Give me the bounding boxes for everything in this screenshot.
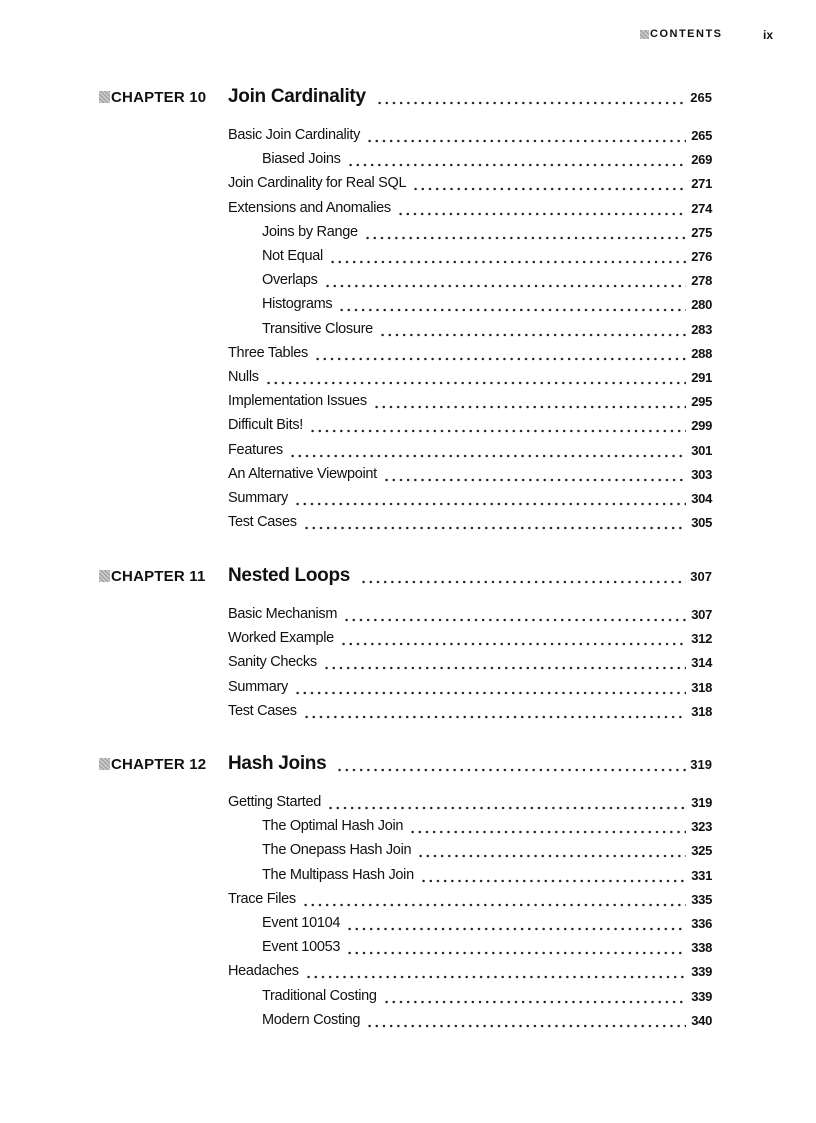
toc-entry[interactable] (228, 677, 712, 697)
entry-title[interactable]: Basic Mechanism (228, 606, 338, 622)
dot-leader (289, 440, 686, 460)
dot-leader (336, 754, 686, 774)
dot-leader (324, 270, 686, 290)
toc-entry[interactable] (228, 488, 712, 508)
entry-title[interactable]: Biased Joins (262, 151, 341, 167)
entry-page-number[interactable]: 319 (691, 794, 712, 810)
entry-page-number[interactable]: 275 (691, 224, 712, 240)
entry-page-number[interactable]: 339 (691, 988, 712, 1004)
dot-leader (265, 367, 686, 387)
entry-title[interactable]: Worked Example (228, 630, 334, 646)
entry-title[interactable]: The Onepass Hash Join (262, 842, 412, 858)
page-number: ix (762, 28, 773, 42)
dot-leader (383, 464, 686, 484)
entry-page-number[interactable]: 283 (691, 321, 712, 337)
entry-title[interactable]: Event 10104 (262, 915, 341, 931)
entry-page-number[interactable]: 335 (691, 891, 712, 907)
dot-leader (309, 415, 686, 435)
entry-page-number[interactable]: 278 (691, 272, 712, 288)
chapter-page-number[interactable]: 265 (690, 89, 712, 105)
toc-entry[interactable] (228, 512, 712, 532)
toc-entry[interactable] (228, 440, 712, 460)
dot-leader (412, 173, 686, 193)
section-label (640, 28, 723, 40)
chapter-label (99, 753, 206, 775)
chapter-number: CHAPTER 11 (111, 567, 206, 585)
chapter-label (99, 86, 206, 108)
entry-page-number[interactable]: 304 (691, 490, 712, 506)
toc-entry[interactable] (228, 792, 712, 812)
entry-title[interactable]: Traditional Costing (262, 988, 377, 1004)
entry-page-number[interactable]: 331 (691, 867, 712, 883)
entry-title[interactable]: Extensions and Anomalies (228, 200, 391, 216)
entry-title[interactable]: Modern Costing (262, 1012, 361, 1028)
entry-page-number[interactable]: 291 (691, 369, 712, 385)
toc-subentry[interactable] (262, 1010, 712, 1030)
toc-entry[interactable] (228, 125, 712, 145)
entry-page-number[interactable]: 339 (691, 963, 712, 979)
dot-leader (302, 889, 686, 909)
entry-page-number[interactable]: 301 (691, 442, 712, 458)
entry-title[interactable]: Difficult Bits! (228, 417, 304, 433)
gray-square-icon (99, 758, 110, 770)
toc-entry[interactable] (228, 604, 712, 624)
dot-leader (294, 488, 686, 508)
toc-subentry[interactable] (262, 222, 712, 242)
entry-page-number[interactable]: 295 (691, 393, 712, 409)
entry-page-number[interactable]: 323 (691, 818, 712, 834)
entry-title[interactable]: Overlaps (262, 272, 318, 288)
dot-leader (303, 701, 686, 721)
toc-entry[interactable] (228, 173, 712, 193)
dot-leader (327, 792, 686, 812)
dot-leader (420, 865, 686, 885)
entry-page-number[interactable]: 312 (691, 630, 712, 646)
dot-leader (294, 677, 686, 697)
gray-square-icon (99, 91, 110, 103)
entry-title[interactable]: Summary (228, 679, 288, 695)
entry-page-number[interactable]: 271 (691, 175, 712, 191)
section-title: CONTENTS (650, 28, 723, 40)
dot-leader (376, 87, 687, 107)
dot-leader (373, 391, 686, 411)
entry-title[interactable]: Headaches (228, 963, 299, 979)
dot-leader (397, 198, 686, 218)
entry-page-number[interactable]: 325 (691, 842, 712, 858)
toc-subentry[interactable] (262, 816, 712, 836)
dot-leader (346, 913, 686, 933)
chapter-number: CHAPTER 12 (111, 755, 207, 773)
dot-leader (346, 937, 686, 957)
toc-subentry[interactable] (262, 865, 712, 885)
entry-title[interactable]: Test Cases (228, 703, 297, 719)
chapter-heading-row[interactable] (228, 565, 712, 587)
entry-page-number[interactable]: 338 (691, 939, 712, 955)
dot-leader (347, 149, 686, 169)
toc-subentry[interactable] (262, 246, 712, 266)
toc-entry[interactable] (228, 889, 712, 909)
gray-square-icon (640, 30, 649, 39)
toc-subentry[interactable] (262, 913, 712, 933)
toc-entry[interactable] (228, 343, 712, 363)
dot-leader (409, 816, 686, 836)
dot-leader (366, 125, 686, 145)
chapter-number: CHAPTER 10 (111, 88, 207, 106)
entry-title[interactable]: Test Cases (228, 514, 297, 530)
entry-title[interactable]: The Multipass Hash Join (262, 867, 414, 883)
entry-page-number[interactable]: 336 (691, 915, 712, 931)
dot-leader (329, 246, 686, 266)
entry-page-number[interactable]: 276 (691, 248, 712, 264)
chapter-heading-row[interactable] (228, 753, 712, 775)
dot-leader (383, 986, 686, 1006)
toc-subentry[interactable] (262, 840, 712, 860)
toc-subentry[interactable] (262, 270, 712, 290)
toc-entry[interactable] (228, 701, 712, 721)
toc-subentry[interactable] (262, 937, 712, 957)
chapter-label (99, 565, 206, 587)
entry-page-number[interactable]: 305 (691, 514, 712, 530)
entry-page-number[interactable]: 307 (691, 606, 712, 622)
entry-page-number[interactable]: 318 (691, 679, 712, 695)
dot-leader (417, 840, 686, 860)
chapter-title[interactable]: Hash Joins (228, 753, 327, 774)
toc-entry[interactable] (228, 198, 712, 218)
chapter-page-number[interactable]: 319 (690, 756, 712, 772)
dot-leader (379, 319, 686, 339)
entry-title[interactable]: Join Cardinality for Real SQL (228, 175, 407, 191)
entry-title[interactable]: Summary (228, 490, 288, 506)
entry-page-number[interactable]: 269 (691, 151, 712, 167)
entry-title[interactable]: An Alternative Viewpoint (228, 466, 377, 482)
toc-entry[interactable] (228, 464, 712, 484)
entry-title[interactable]: Implementation Issues (228, 393, 367, 409)
toc-entry[interactable] (228, 628, 712, 648)
entry-title[interactable]: Joins by Range (262, 224, 358, 240)
dot-leader (366, 1010, 686, 1030)
entry-title[interactable]: Nulls (228, 369, 259, 385)
dot-leader (323, 652, 686, 672)
toc-subentry[interactable] (262, 294, 712, 314)
toc-entry[interactable] (228, 961, 712, 981)
running-header (640, 28, 775, 44)
dot-leader (314, 343, 686, 363)
chapter-page-number[interactable]: 307 (690, 568, 712, 584)
entry-title[interactable]: Event 10053 (262, 939, 341, 955)
chapter-heading-row[interactable] (228, 86, 712, 108)
entry-title[interactable]: Trace Files (228, 891, 296, 907)
toc-subentry[interactable] (262, 149, 712, 169)
dot-leader (340, 628, 686, 648)
entry-page-number[interactable]: 318 (691, 703, 712, 719)
entry-title[interactable]: Features (228, 442, 283, 458)
entry-title[interactable]: Sanity Checks (228, 654, 317, 670)
toc-entry[interactable] (228, 391, 712, 411)
toc-subentry[interactable] (262, 986, 712, 1006)
entry-page-number[interactable]: 265 (691, 127, 712, 143)
entry-title[interactable]: Getting Started (228, 794, 322, 810)
chapter-title[interactable]: Join Cardinality (228, 86, 366, 107)
entry-page-number[interactable]: 288 (691, 345, 712, 361)
dot-leader (338, 294, 686, 314)
entry-page-number[interactable]: 314 (691, 654, 712, 670)
entry-title[interactable]: Not Equal (262, 248, 323, 264)
dot-leader (305, 961, 686, 981)
entry-page-number[interactable]: 303 (691, 466, 712, 482)
entry-page-number[interactable]: 340 (691, 1012, 712, 1028)
dot-leader (364, 222, 686, 242)
dot-leader (360, 566, 686, 586)
toc-entry[interactable] (228, 652, 712, 672)
entry-title[interactable]: Histograms (262, 296, 333, 312)
entry-page-number[interactable]: 299 (691, 417, 712, 433)
entry-page-number[interactable]: 274 (691, 200, 712, 216)
toc-entry[interactable] (228, 367, 712, 387)
toc-entry[interactable] (228, 415, 712, 435)
chapter-title[interactable]: Nested Loops (228, 565, 351, 586)
entry-title[interactable]: Three Tables (228, 345, 308, 361)
entry-title[interactable]: Basic Join Cardinality (228, 127, 361, 143)
toc-subentry[interactable] (262, 319, 712, 339)
dot-leader (303, 512, 686, 532)
entry-title[interactable]: Transitive Closure (262, 321, 373, 337)
entry-page-number[interactable]: 280 (691, 296, 712, 312)
gray-square-icon (99, 570, 110, 582)
entry-title[interactable]: The Optimal Hash Join (262, 818, 404, 834)
dot-leader (343, 604, 686, 624)
